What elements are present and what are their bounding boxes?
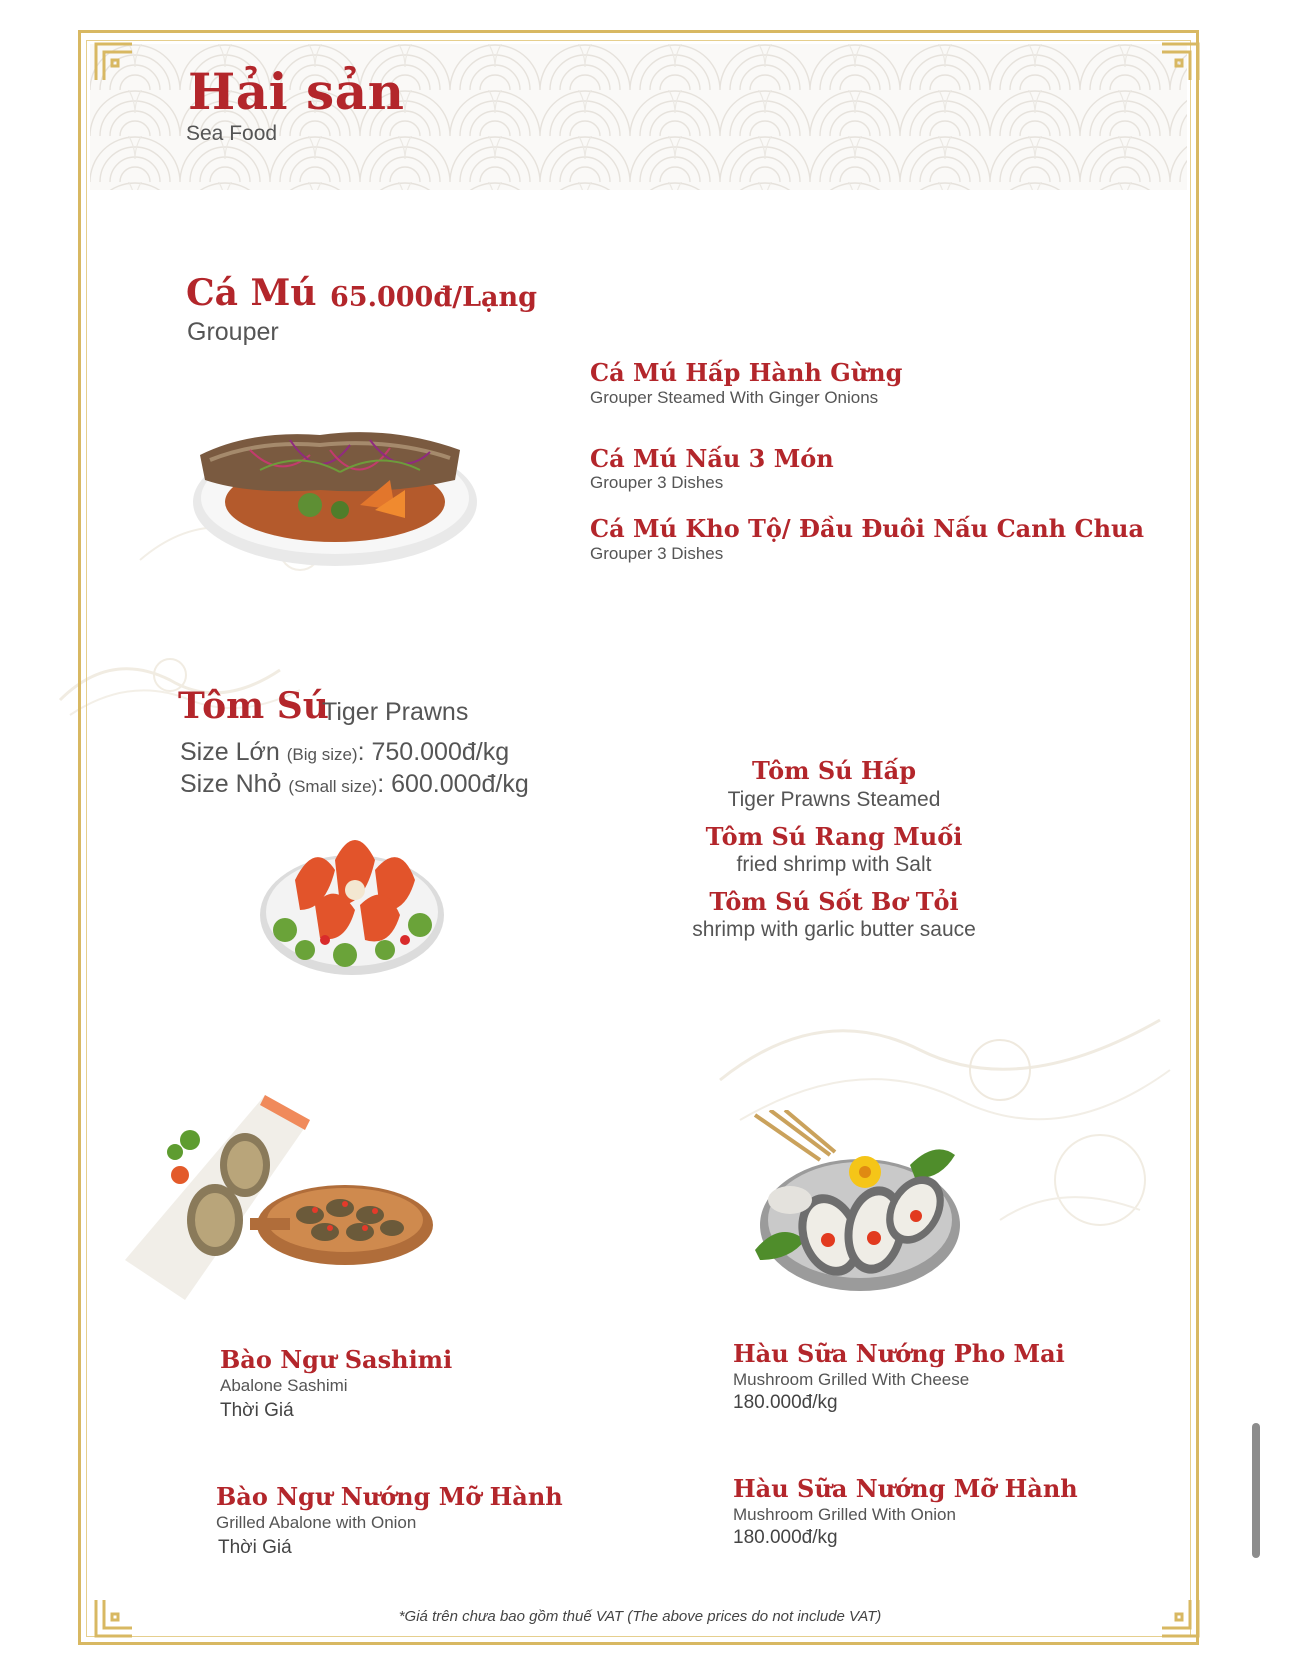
prawn-dish-2-name: Tôm Sú Rang Muối	[705, 822, 963, 851]
grouper-dish-image	[190, 410, 480, 570]
corner-ornament-bottom-left	[92, 1580, 152, 1640]
size-big-note: (Big size)	[286, 745, 358, 764]
prawn-dish-1-name: Tôm Sú Hấp	[752, 756, 916, 785]
oyster-dish-image	[750, 1110, 965, 1295]
prawns-size-big	[180, 738, 509, 767]
abalone-dish-image	[120, 1080, 435, 1310]
corner-ornament-top-left	[92, 40, 152, 100]
oyster-dish-1-desc: Mushroom Grilled With Cheese	[733, 1370, 970, 1389]
grouper-dish-1-name: Cá Mú Hấp Hành Gừng	[590, 358, 903, 387]
prawn-dish-3-desc: shrimp with garlic butter sauce	[692, 918, 976, 941]
vat-footnote: *Giá trên chưa bao gồm thuế VAT (The above prices do not include VAT)	[398, 1608, 882, 1625]
abalone-dish-2-price: Thời Giá	[218, 1537, 292, 1558]
prawn-dish-1-desc: Tiger Prawns Steamed	[727, 788, 941, 811]
oyster-dish-1-name: Hàu Sữa Nướng Pho Mai	[733, 1339, 1065, 1368]
grouper-dish-2-name: Cá Mú Nấu 3 Món	[590, 444, 834, 473]
grouper-section-subtitle: Grouper	[187, 318, 279, 346]
corner-ornament-bottom-right	[1142, 1580, 1202, 1640]
oyster-dish-1-price: 180.000đ/kg	[733, 1392, 838, 1413]
size-small-price: : 600.000đ/kg	[377, 770, 529, 798]
vertical-scrollbar[interactable]	[1252, 1423, 1260, 1558]
prawns-section-subtitle: Tiger Prawns	[322, 698, 469, 726]
prawns-size-small	[180, 770, 529, 799]
abalone-dish-1-price: Thời Giá	[220, 1400, 294, 1421]
size-big-price: : 750.000đ/kg	[357, 738, 510, 766]
oyster-dish-2-desc: Mushroom Grilled With Onion	[733, 1505, 956, 1524]
grouper-dish-3-name: Cá Mú Kho Tộ/ Đầu Đuôi Nấu Canh Chua	[590, 514, 1145, 543]
prawn-dish-2-desc: fried shrimp with Salt	[736, 853, 932, 876]
page-title: Hải sản	[188, 62, 405, 121]
size-small-note: (Small size)	[288, 777, 378, 796]
oyster-dish-2-price: 180.000đ/kg	[733, 1527, 838, 1548]
grouper-dish-3-desc: Grouper 3 Dishes	[590, 544, 724, 563]
oyster-dish-2-name: Hàu Sữa Nướng Mỡ Hành	[733, 1474, 1078, 1503]
size-small-label: Size Nhỏ	[180, 770, 282, 798]
prawn-dish-3-name: Tôm Sú Sốt Bơ Tỏi	[709, 887, 959, 916]
grouper-dish-1-desc: Grouper Steamed With Ginger Onions	[590, 388, 879, 407]
abalone-dish-2-name: Bào Ngư Nướng Mỡ Hành	[216, 1482, 563, 1511]
abalone-dish-1-name: Bào Ngư Sashimi	[220, 1345, 453, 1374]
prawn-dish-image	[255, 820, 450, 980]
page-subtitle: Sea Food	[186, 122, 278, 145]
abalone-dish-2-desc: Grilled Abalone with Onion	[216, 1513, 417, 1532]
abalone-dish-1-desc: Abalone Sashimi	[220, 1376, 348, 1395]
grouper-section-title: Cá Mú	[186, 272, 317, 314]
grouper-price: 65.000đ/Lạng	[330, 282, 538, 313]
corner-ornament-top-right	[1142, 40, 1202, 100]
prawns-section-title: Tôm Sú	[178, 685, 329, 727]
grouper-dish-2-desc: Grouper 3 Dishes	[590, 473, 724, 492]
size-big-label: Size Lớn	[180, 738, 280, 766]
